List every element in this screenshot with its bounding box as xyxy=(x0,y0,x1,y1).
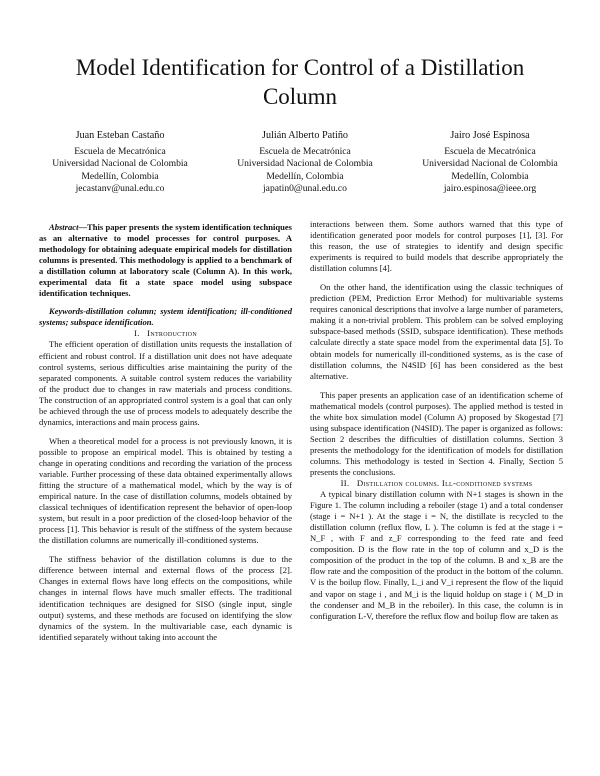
abstract-label: Abstract xyxy=(49,222,79,232)
body-paragraph: This paper presents an application case of an identification scheme of mathematical models (control purposes). The applied method is tested in the white box simulation model (Column A) proposed by Skogestad [7] using subspace identification (N4SID). The paper is organized as follows: Section 2 describes the difficulties of distillation columns. Section 3 presents the methodology for the identification of models for distillation columns. This methodology is tested in Section 4. Finally, Section 5 presents the conclusions. xyxy=(310,389,563,477)
body-paragraph: On the other hand, the identification using the classic techniques of prediction (PEM, Prediction Error Method) for multivariable systems requires canonical descriptions that involve a large number of parameters, making it a non-trivial problem. This problem can be solved employing subspace-based methods (SSID, subspace identification). These methods calculate directly a state space model from the experimental data [5]. To obtain models for numerically ill-conditioned systems, as is the case of distillation columns, the N4SID [6] has been considered as the best alternative. xyxy=(310,282,563,381)
author-name: Juan Esteban Castaño xyxy=(75,130,165,141)
body-paragraph: interactions between them. Some authors warned that this type of identification generated poor models for control purposes [1], [3]. For this reason, the use of strategies to identify and design specific experiments is required to build models that describe appropriately the distillation columns [4]. xyxy=(310,219,563,274)
author-block xyxy=(30,130,580,196)
author-email: jecastanv@unal.edu.co xyxy=(75,183,165,195)
section-number: II. xyxy=(340,478,350,489)
paper-title: Model Identification for Control of a Distillation Column xyxy=(75,55,525,109)
section-heading-2 xyxy=(310,478,563,489)
section-title: Introduction xyxy=(147,328,197,339)
right-column xyxy=(310,219,563,622)
abstract xyxy=(39,222,292,299)
section-title: Distillation columns. Ill-conditioned systems xyxy=(356,478,533,489)
author-univ: Universidad Nacional de Colombia xyxy=(422,158,558,170)
abstract-text: —This paper presents the system identification techniques as an alternative to model processes for control purposes. A methodology for obtaining adequate empirical models for distillation columns is presented. This methodology is applied to a benchmark of a distillation column at laboratory scale (Column A). In this work, experimental data fit a state space model using subspace identification techniques. xyxy=(39,222,292,299)
author-email: japatin0@unal.edu.co xyxy=(263,183,347,195)
author-1 xyxy=(30,130,210,196)
author-dept: Escuela de Mecatrónica xyxy=(444,145,536,157)
author-dept: Escuela de Mecatrónica xyxy=(74,145,166,157)
author-2 xyxy=(215,130,395,196)
author-name: Julián Alberto Patiño xyxy=(261,130,349,141)
body-paragraph: A typical binary distillation column with N+1 stages is shown in the Figure 1. The column including a reboiler (stage 1) and a total condenser (stage i = N+1 ). At the stage i = N, the distillate is recycled to the distillation column (reflux flow, L ). The column is fed at the stage i = N_F , with F and z_F corresponding to the feed rate and feed composition. D is the flow rate in the top of column and x_D is the composition of the product in the top of the column. B and x_B are the flow rate and the composition of the product in the bottom of the column. V is the boilup flow. Finally, L_i and V_i represent the flow of the liquid and vapor on stage i , and M_i is the liquid holdup on stage i ( M_D in the condenser and M_B in the reboiler). In this case, the column is in configuration L-V, therefore the reflux flow and boilup flow are taken as xyxy=(310,489,563,621)
author-email: jairo.espinosa@ieee.org xyxy=(443,183,537,195)
keywords: Keywords-distillation column; system identification; ill-conditioned systems; subspace identification. xyxy=(39,306,292,328)
body-paragraph: The efficient operation of distillation units requests the installation of efficient and robust control. If a distillation unit does not have adequate control systems, serious difficulties arise maintaining the purity of the separated components. A suitable control system reduces the variability of the product due to changes in raw materials and process conditions. The construction of an appropriated control system is a goal that can only be achieved through the use of process models to adequately describe the dynamics, interactions and main process gains. xyxy=(39,339,292,427)
author-city: Medellín, Colombia xyxy=(266,170,344,182)
section-number: I. xyxy=(134,328,140,339)
section-heading-1 xyxy=(39,328,292,339)
author-city: Medellín, Colombia xyxy=(451,170,529,182)
author-univ: Universidad Nacional de Colombia xyxy=(52,158,188,170)
author-3 xyxy=(400,130,580,196)
left-column xyxy=(39,222,292,643)
body-paragraph: The stiffness behavior of the distillation columns is due to the difference between internal and external flows of the process [2]. Changes in external flows have long effects on the compositions, while changes in internal flows have much smaller effects. The traditional identification techniques are designed for SISO (single input, single output) systems, and these methods are focused on identifying the slow dynamics of the system. In the multivariable case, each dynamic is identified separately without taking into account the xyxy=(39,554,292,642)
author-city: Medellín, Colombia xyxy=(81,170,159,182)
body-paragraph: When a theoretical model for a process is not previously known, it is possible to propose an empirical model. This is obtained by testing a change in operating conditions and recording the variation of the process variable. Further processing of these data obtained experimentally allows fitting the structure of a mathematical model, which by the way is of empirical nature. In the case of distillation columns, models obtained by classical techniques of identification represent the behavior of open-loop system, but result in a poor prediction of the closed-loop behavior of the process [1]. This behavior is result of the stiffness of the system because the distillation columns are numerically ill-conditioned systems. xyxy=(39,435,292,546)
author-univ: Universidad Nacional de Colombia xyxy=(237,158,373,170)
author-dept: Escuela de Mecatrónica xyxy=(259,145,351,157)
author-name: Jairo José Espinosa xyxy=(450,130,530,141)
